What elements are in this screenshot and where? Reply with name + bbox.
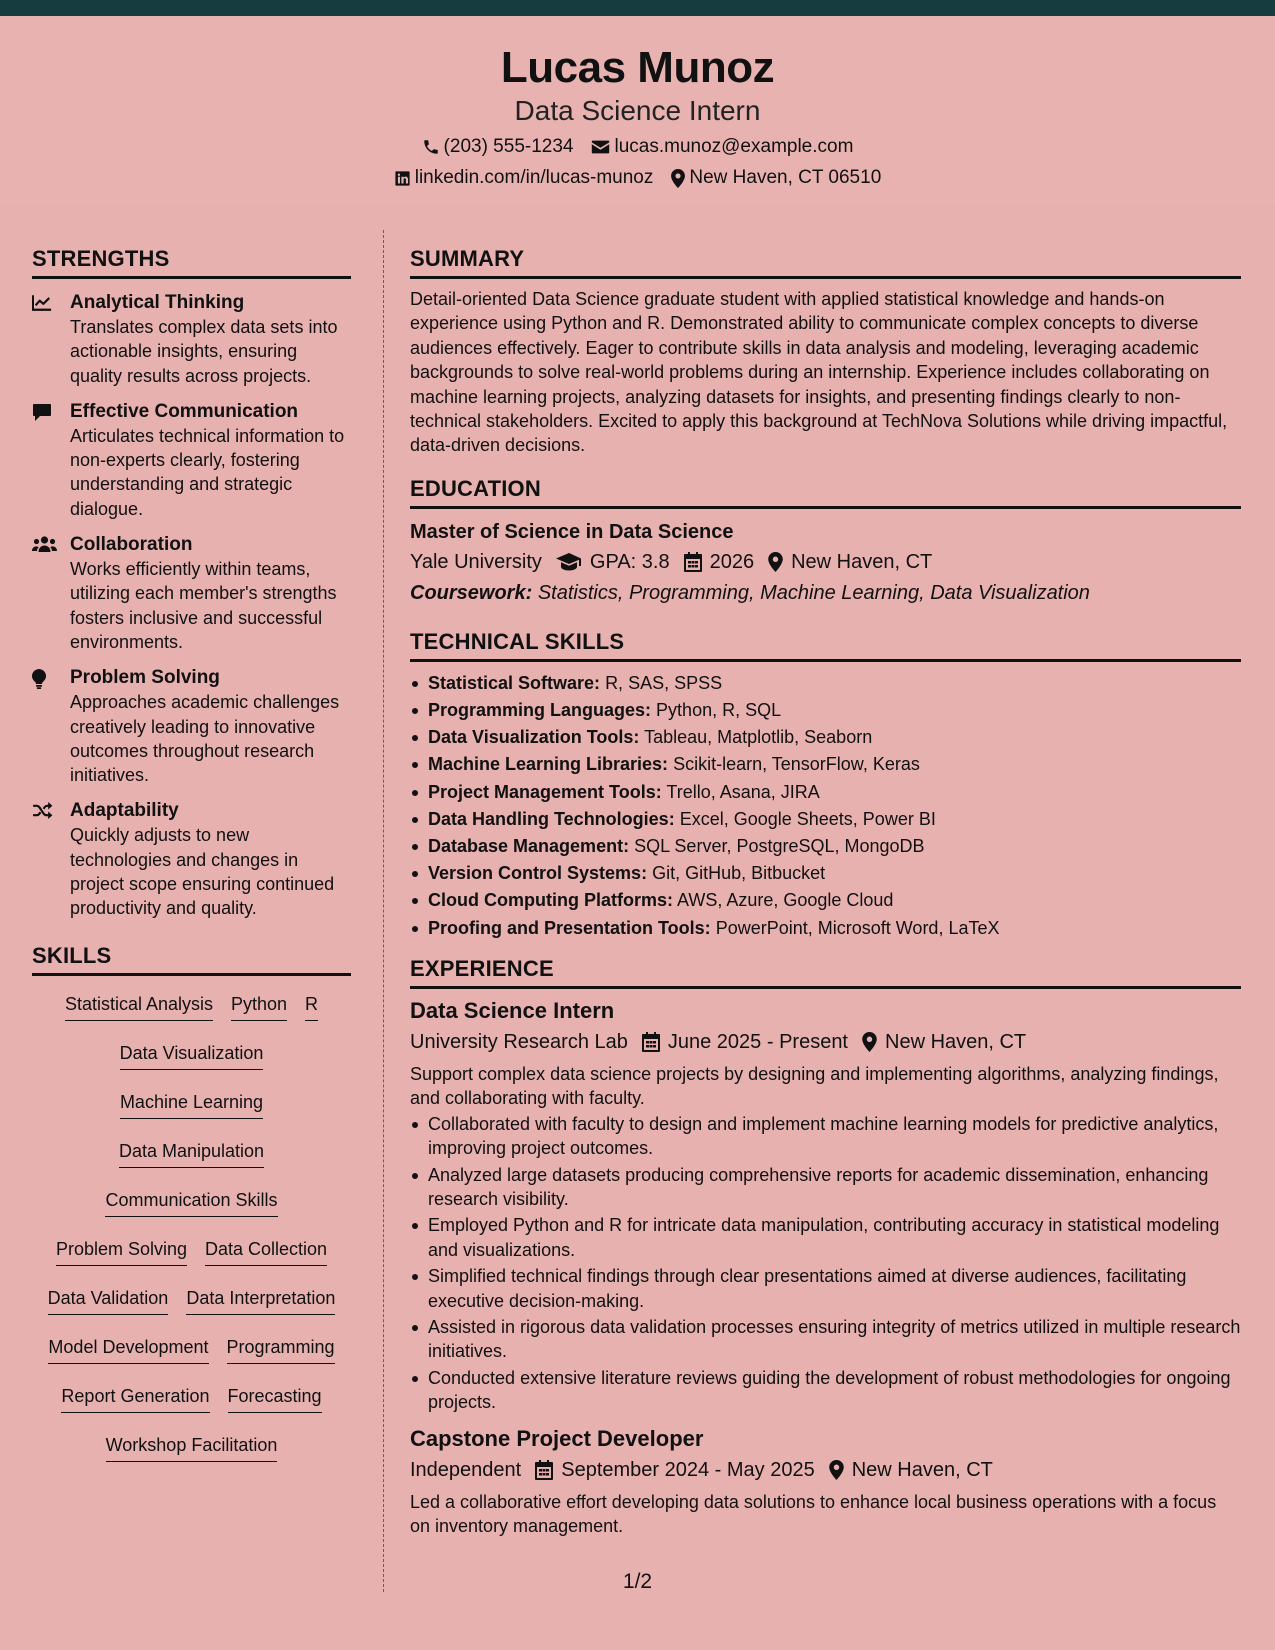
skill-tag: Programming [227, 1329, 335, 1364]
education-location: New Haven, CT [768, 548, 932, 576]
technical-skills-heading: TECHNICAL SKILLS [410, 629, 1241, 662]
skill-tag: Workshop Facilitation [106, 1427, 278, 1462]
shuffle-icon [32, 802, 53, 819]
list-item: Assisted in rigorous data validation processes ensuring integrity of metrics utilized in multiple research initiatives. [410, 1315, 1241, 1364]
strength-desc: Articulates technical information to non-experts clearly, fostering understanding and strategic dialogue. [70, 425, 345, 519]
contact-line-2 [0, 167, 1275, 189]
job-bullets [410, 1112, 1241, 1415]
strength-desc: Quickly adjusts to new technologies and changes in project scope ensuring continued productivity and quality. [70, 825, 335, 919]
location-contact [671, 167, 881, 189]
page-number: 1/2 [622, 1570, 653, 1593]
skills-tag-list [32, 986, 351, 1476]
top-accent-bar [0, 0, 1275, 16]
skill-tag: Python [231, 986, 287, 1021]
map-marker-icon [671, 169, 685, 188]
list-item: Project Management Tools: Trello, Asana, JIRA [410, 779, 1241, 806]
map-marker-icon [768, 552, 783, 572]
map-marker-icon [829, 1460, 844, 1480]
email-contact[interactable] [591, 136, 853, 158]
skill-tag: Data Validation [48, 1280, 169, 1315]
job-org: Independent [410, 1458, 522, 1481]
job-description: Support complex data science projects by designing and implementing algorithms, analyzing findings, and collaborating with faculty. [410, 1063, 1219, 1109]
strength-name: Adaptability [70, 800, 179, 822]
skill-tag: Model Development [48, 1329, 208, 1364]
graduation-cap-icon [556, 553, 582, 571]
strength-item [32, 533, 351, 654]
technical-skills-list [410, 670, 1241, 942]
job-location: New Haven, CT [829, 1456, 993, 1484]
job-meta [410, 1456, 1241, 1484]
job-org: University Research Lab [410, 1030, 628, 1053]
skill-tag: Problem Solving [56, 1231, 187, 1266]
strength-item [32, 400, 351, 521]
graduation-year: 2026 [684, 548, 755, 576]
list-item: Employed Python and R for intricate data manipulation, contributing accuracy in statistical modeling and visualizations. [410, 1213, 1241, 1262]
summary-text: Detail-oriented Data Science graduate student with applied statistical knowledge and hands-on experience using Python and R. Demonstrated ability to communicate complex concepts to diverse audiences effectively. Eager to contribute skills in data analysis and modeling, leveraging academic backgrounds to solve real-world problems during an internship. Experience includes collaborating on machine learning projects, analyzing datasets for insights, and presenting findings clearly to non-technical stakeholders. Excited to apply this background at TechNova Solutions while driving impactful, data-driven decisions. [410, 289, 1228, 456]
phone-icon [422, 138, 440, 156]
coursework-label: Coursework: [410, 581, 533, 604]
gpa-info: GPA: 3.8 [556, 548, 670, 576]
education-meta [410, 548, 1241, 576]
degree-title: Master of Science in Data Science [410, 520, 734, 543]
strength-desc: Approaches academic challenges creatively leading to innovative outcomes throughout research initiatives. [70, 692, 340, 786]
job-title: Capstone Project Developer [410, 1425, 704, 1451]
left-column [32, 246, 351, 1476]
strength-name: Analytical Thinking [70, 292, 245, 313]
strengths-heading: STRENGTHS [32, 246, 351, 279]
list-item: Cloud Computing Platforms: AWS, Azure, Google Cloud [410, 887, 1241, 914]
skill-tag: R [305, 986, 318, 1021]
skill-tag: Machine Learning [120, 1084, 263, 1119]
list-item: Database Management: SQL Server, PostgreSQL, MongoDB [410, 833, 1241, 860]
candidate-title: Data Science Intern [514, 95, 761, 127]
strength-name: Effective Communication [70, 400, 299, 422]
education-heading: EDUCATION [410, 476, 1241, 509]
job-location: New Haven, CT [862, 1028, 1026, 1056]
phone-contact[interactable] [422, 136, 574, 158]
phone-text: (203) 555-1234 [443, 136, 574, 158]
email-text: lucas.munoz@example.com [614, 136, 854, 158]
list-item: Statistical Software: R, SAS, SPSS [410, 670, 1241, 697]
lightbulb-icon [32, 669, 46, 689]
skills-heading: SKILLS [32, 943, 351, 976]
coursework-list: Statistics, Programming, Machine Learning, Data Visualization [537, 581, 1090, 604]
list-item: Data Visualization Tools: Tableau, Matplotlib, Seaborn [410, 724, 1241, 751]
job-title: Data Science Intern [410, 997, 615, 1023]
list-item: Version Control Systems: Git, GitHub, Bitbucket [410, 860, 1241, 887]
job-meta [410, 1028, 1241, 1056]
strength-name: Problem Solving [70, 667, 220, 689]
strength-desc: Works efficiently within teams, utilizing each member's strengths fosters inclusive and successful environments. [70, 559, 337, 652]
users-icon [32, 536, 57, 553]
location-text: New Haven, CT 06510 [689, 167, 882, 189]
strength-name: Collaboration [70, 534, 193, 556]
skill-tag: Statistical Analysis [65, 986, 213, 1021]
job-dates: September 2024 - May 2025 [535, 1456, 815, 1484]
resume-header [0, 16, 1275, 204]
chart-line-icon [32, 294, 52, 311]
list-item: Programming Languages: Python, R, SQL [410, 697, 1241, 724]
column-divider [383, 230, 384, 1592]
skill-tag: Data Collection [205, 1231, 327, 1266]
calendar-icon [642, 1032, 660, 1052]
strength-item [32, 799, 351, 920]
candidate-name: Lucas Munoz [500, 43, 775, 92]
job-description: Led a collaborative effort developing data solutions to enhance local business operations with a focus on inventory management. [410, 1491, 1217, 1536]
school-name: Yale University [410, 550, 542, 573]
job-dates: June 2025 - Present [642, 1028, 848, 1056]
linkedin-text: linkedin.com/in/lucas-munoz [414, 167, 654, 189]
coursework-line [410, 579, 1241, 607]
skill-tag: Communication Skills [105, 1182, 277, 1217]
comment-icon [32, 403, 52, 422]
list-item: Data Handling Technologies: Excel, Google Sheets, Power BI [410, 806, 1241, 833]
contact-line-1 [0, 136, 1275, 158]
skill-tag: Data Manipulation [119, 1133, 264, 1168]
list-item: Simplified technical findings through clear presentations aimed at diverse audiences, facilitating executive decision-making. [410, 1264, 1241, 1313]
map-marker-icon [862, 1032, 877, 1052]
list-item: Conducted extensive literature reviews guiding the development of robust methodologies for ongoing projects. [410, 1366, 1241, 1415]
skill-tag: Data Interpretation [186, 1280, 335, 1315]
calendar-icon [535, 1460, 553, 1480]
strength-desc: Translates complex data sets into actionable insights, ensuring quality results across projects. [70, 317, 338, 386]
list-item: Analyzed large datasets producing comprehensive reports for academic dissemination, enhancing research visibility. [410, 1163, 1241, 1212]
list-item: Proofing and Presentation Tools: PowerPoint, Microsoft Word, LaTeX [410, 915, 1241, 942]
calendar-icon [684, 552, 702, 572]
list-item: Collaborated with faculty to design and implement machine learning models for predictive analytics, improving project outcomes. [410, 1112, 1241, 1161]
right-column [410, 246, 1241, 1538]
strength-item [32, 666, 351, 787]
strength-item [32, 291, 351, 388]
skill-tag: Forecasting [228, 1378, 322, 1413]
envelope-icon [591, 139, 610, 155]
experience-heading: EXPERIENCE [410, 956, 1241, 989]
skill-tag: Data Visualization [120, 1035, 264, 1070]
skill-tag: Report Generation [61, 1378, 209, 1413]
list-item: Machine Learning Libraries: Scikit-learn, TensorFlow, Keras [410, 751, 1241, 778]
linkedin-icon [394, 170, 411, 187]
linkedin-contact[interactable] [394, 167, 654, 189]
summary-heading: SUMMARY [410, 246, 1241, 279]
